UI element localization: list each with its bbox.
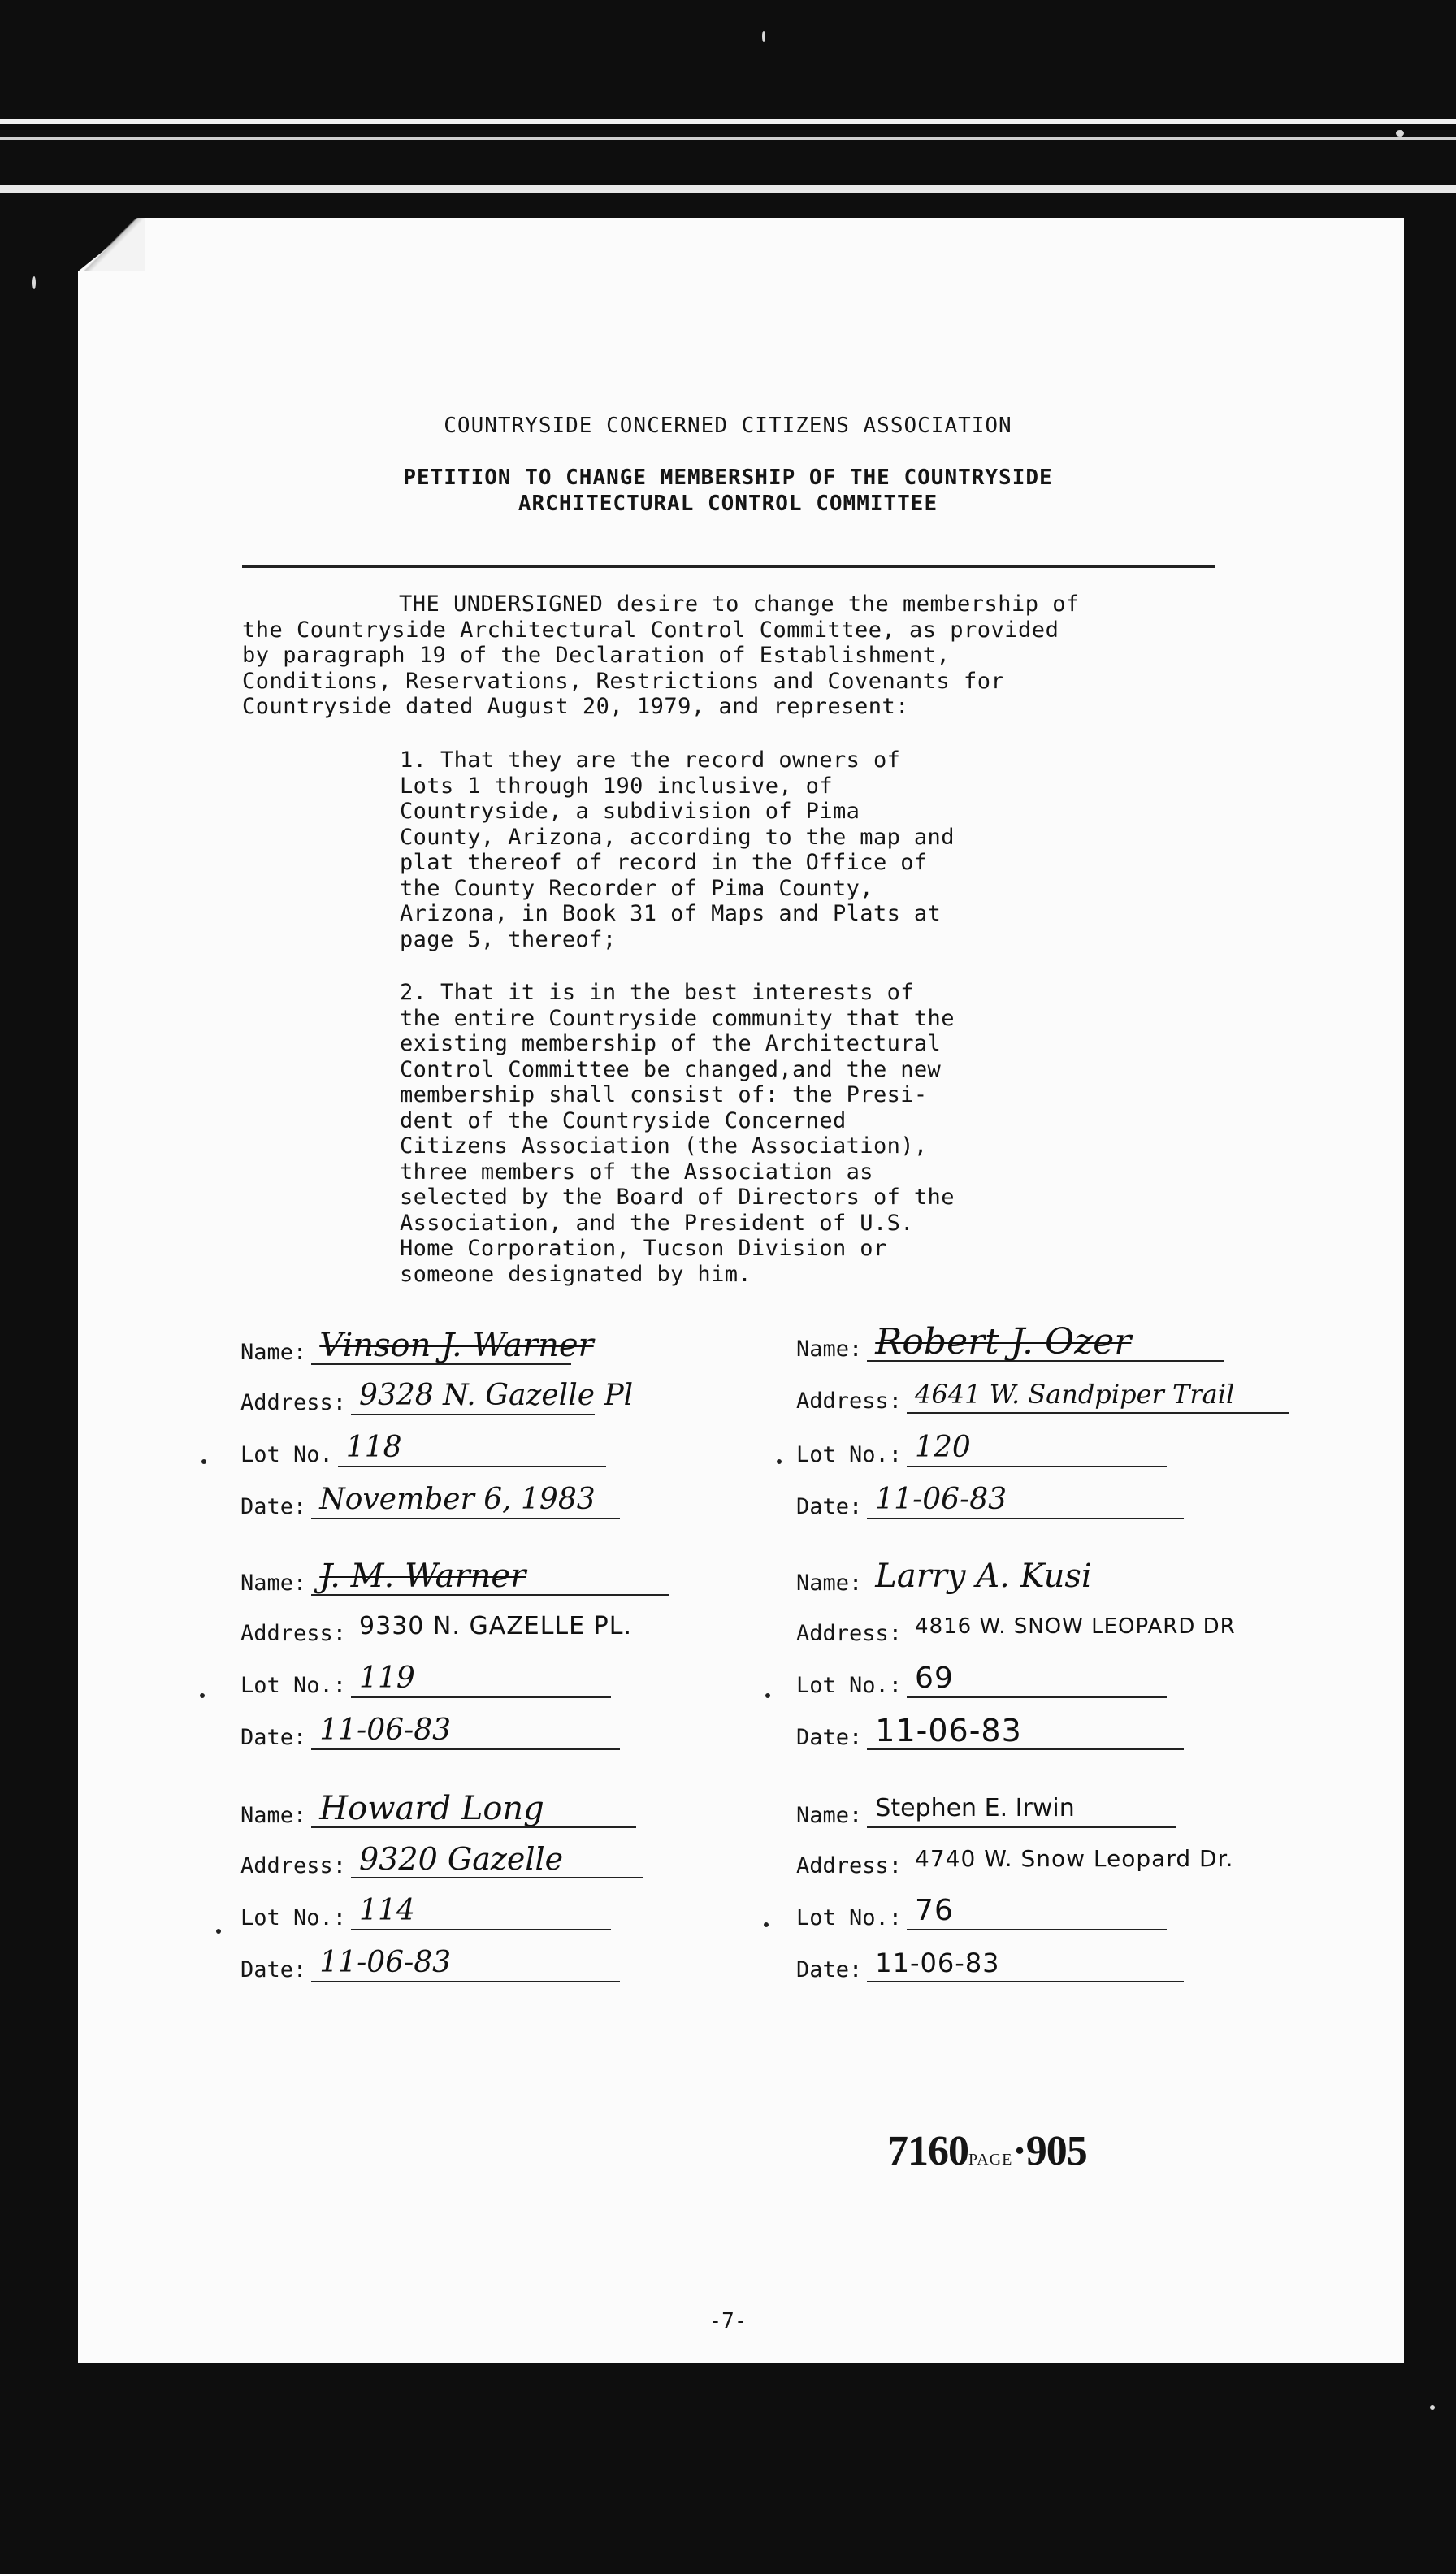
- address-label: Address:: [240, 1390, 347, 1415]
- date-line: [311, 1485, 620, 1519]
- title-divider: [242, 566, 1216, 568]
- address-label: Address:: [796, 1621, 903, 1646]
- handwritten-signature: J. M. Warner: [319, 1558, 526, 1595]
- handwritten-lot: 69: [915, 1662, 954, 1695]
- margin-dot: [764, 1922, 769, 1927]
- page-label: PAGE: [968, 2151, 1013, 2169]
- lot-row: [796, 1431, 1167, 1467]
- name-line: [311, 1790, 636, 1828]
- scan-edge-band: [0, 136, 1456, 140]
- lot-label: Lot No.:: [240, 1905, 347, 1930]
- lot-row: [796, 1662, 1167, 1698]
- handwritten-address: 9330 N. GAZELLE PL.: [359, 1612, 632, 1640]
- folded-corner: [78, 218, 145, 271]
- address-label: Address:: [240, 1853, 347, 1878]
- item-2-line: three members of the Association as: [400, 1159, 873, 1185]
- name-label: Name:: [240, 1340, 307, 1365]
- item-1-line: 1. That they are the record owners of: [400, 748, 901, 773]
- handwritten-date: 11-06-83: [319, 1946, 452, 1979]
- lot-line: [907, 1664, 1167, 1698]
- intro-line: THE UNDERSIGNED desire to change the membership of: [399, 592, 1080, 617]
- name-row: [240, 1327, 594, 1365]
- scan-edge-band: [0, 119, 1456, 124]
- address-line: [351, 1379, 634, 1415]
- handwritten-date: November 6, 1983: [319, 1483, 596, 1516]
- handwritten-address: 9328 N. Gazelle Pl: [359, 1379, 634, 1412]
- lot-label: Lot No.:: [796, 1673, 903, 1698]
- lot-row: [240, 1894, 611, 1930]
- margin-dot: [777, 1459, 782, 1464]
- handwritten-address: 4816 W. SNOW LEOPARD DR: [915, 1614, 1236, 1639]
- margin-dot: [200, 1693, 205, 1698]
- address-row: [796, 1614, 1313, 1646]
- scan-speck: [762, 31, 765, 42]
- address-row: [240, 1614, 733, 1646]
- item-1-line: the County Recorder of Pima County,: [400, 875, 873, 901]
- date-line: [867, 1948, 1184, 1982]
- handwritten-lot: 76: [915, 1894, 954, 1927]
- lot-line: [907, 1896, 1167, 1930]
- address-line: [907, 1612, 1313, 1646]
- recorded-page-number: 905: [1025, 2128, 1087, 2174]
- recording-book-page-stamp: [887, 2127, 1087, 2175]
- handwritten-signature: Vinson J. Warner: [319, 1327, 594, 1364]
- book-number: 7160: [887, 2128, 968, 2174]
- name-line: [867, 1558, 1216, 1596]
- lot-label: Lot No.:: [796, 1442, 903, 1467]
- handwritten-date: 11-06-83: [875, 1713, 1022, 1748]
- date-row: [240, 1483, 620, 1519]
- date-line: [867, 1485, 1184, 1519]
- address-line: [907, 1844, 1313, 1878]
- handwritten-lot: 118: [345, 1431, 402, 1464]
- name-row: [240, 1558, 669, 1596]
- address-line: [351, 1612, 733, 1646]
- handwritten-date: 11-06-83: [875, 1948, 1000, 1978]
- item-2-line: Control Committee be changed,and the new: [400, 1056, 942, 1082]
- margin-dot: [216, 1929, 221, 1934]
- name-label: Name:: [796, 1803, 863, 1828]
- item-2-line: Home Corporation, Tucson Division or: [400, 1236, 887, 1261]
- lot-row: [796, 1894, 1167, 1930]
- item-1-line: Countryside, a subdivision of Pima: [400, 799, 860, 824]
- name-line: [311, 1327, 594, 1365]
- intro-line: by paragraph 19 of the Declaration of Establishment,: [242, 643, 951, 668]
- lot-label: Lot No.:: [796, 1905, 903, 1930]
- item-1-paragraph: [400, 748, 1053, 952]
- date-line: [311, 1716, 620, 1750]
- item-2-line: existing membership of the Architectural: [400, 1031, 942, 1056]
- name-line: [867, 1794, 1176, 1828]
- address-label: Address:: [796, 1853, 903, 1878]
- name-row: [796, 1796, 1176, 1828]
- handwritten-date: 11-06-83: [875, 1483, 1008, 1516]
- intro-paragraph: [242, 592, 1216, 720]
- margin-dot: [202, 1459, 206, 1464]
- lot-line: [351, 1896, 611, 1930]
- address-row: [796, 1846, 1313, 1878]
- item-2-line: the entire Countryside community that the: [400, 1005, 955, 1031]
- date-row: [796, 1950, 1184, 1982]
- item-2-line: Association, and the President of U.S.: [400, 1210, 914, 1236]
- item-1-line: County, Arizona, according to the map and: [400, 824, 955, 850]
- organization-title: COUNTRYSIDE CONCERNED CITIZENS ASSOCIATION: [444, 414, 1012, 438]
- date-row: [240, 1946, 620, 1982]
- lot-line: [351, 1664, 611, 1698]
- item-2-line: someone designated by him.: [400, 1261, 752, 1287]
- lot-row: [240, 1431, 606, 1467]
- handwritten-signature: Howard Long: [319, 1790, 544, 1827]
- address-label: Address:: [240, 1621, 347, 1646]
- handwritten-signature: Larry A. Kusi: [875, 1558, 1092, 1595]
- intro-line: Countryside dated August 20, 1979, and represent:: [242, 694, 910, 719]
- handwritten-lot: 119: [359, 1662, 415, 1695]
- lot-label: Lot No.: [240, 1442, 333, 1467]
- date-row: [240, 1714, 620, 1750]
- item-1-line: Lots 1 through 190 inclusive, of: [400, 773, 833, 799]
- name-line: [867, 1321, 1224, 1363]
- item-2-paragraph: [400, 980, 1053, 1287]
- date-label: Date:: [796, 1494, 863, 1519]
- scan-speck: [1430, 2405, 1435, 2410]
- item-2-line: selected by the Board of Directors of the: [400, 1185, 955, 1210]
- scan-speck: [1396, 130, 1404, 136]
- item-1-line: Arizona, in Book 31 of Maps and Plats at: [400, 901, 942, 926]
- date-line: [311, 1948, 620, 1982]
- scan-speck: [32, 276, 36, 289]
- address-row: [796, 1381, 1289, 1414]
- handwritten-signature: Robert J. Ozer: [875, 1321, 1132, 1363]
- lot-row: [240, 1662, 611, 1698]
- lot-label: Lot No.:: [240, 1673, 347, 1698]
- item-2-line: 2. That it is in the best interests of: [400, 980, 914, 1005]
- handwritten-address: 4740 W. Snow Leopard Dr.: [915, 1845, 1234, 1872]
- item-1-line: page 5, thereof;: [400, 926, 617, 952]
- item-2-line: dent of the Countryside Concerned: [400, 1107, 847, 1133]
- name-label: Name:: [240, 1803, 307, 1828]
- page-dot: ·: [1012, 2128, 1026, 2174]
- lot-line: [338, 1433, 606, 1467]
- margin-dot: [765, 1693, 770, 1698]
- petition-title: PETITION TO CHANGE MEMBERSHIP OF THE COUNTRYSIDE: [403, 466, 1053, 490]
- name-row: [796, 1558, 1216, 1596]
- handwritten-date: 11-06-83: [319, 1714, 452, 1747]
- handwritten-address: 4641 W. Sandpiper Trail: [915, 1379, 1235, 1410]
- date-label: Date:: [240, 1957, 307, 1982]
- document-page: [78, 218, 1404, 2363]
- handwritten-signature: Stephen E. Irwin: [875, 1794, 1075, 1822]
- handwritten-address: 9320 Gazelle: [359, 1841, 564, 1877]
- petition-subtitle: ARCHITECTURAL CONTROL COMMITTEE: [518, 492, 938, 516]
- intro-line: Conditions, Reservations, Restrictions and Covenants for: [242, 668, 1005, 694]
- item-2-line: membership shall consist of: the Presi-: [400, 1082, 928, 1107]
- handwritten-lot: 114: [359, 1894, 415, 1927]
- date-label: Date:: [240, 1494, 307, 1519]
- date-row: [796, 1483, 1184, 1519]
- date-label: Date:: [796, 1957, 863, 1982]
- handwritten-lot: 120: [915, 1431, 971, 1464]
- date-line: [867, 1713, 1184, 1750]
- name-row: [240, 1790, 636, 1828]
- name-row: [796, 1321, 1224, 1363]
- date-label: Date:: [796, 1725, 863, 1750]
- address-line: [907, 1380, 1289, 1414]
- name-label: Name:: [796, 1571, 863, 1596]
- address-row: [240, 1841, 644, 1878]
- address-label: Address:: [796, 1389, 903, 1414]
- name-label: Name:: [240, 1571, 307, 1596]
- name-line: [311, 1558, 669, 1596]
- item-2-line: Citizens Association (the Association),: [400, 1133, 928, 1159]
- name-label: Name:: [796, 1337, 863, 1362]
- address-row: [240, 1379, 634, 1415]
- lot-line: [907, 1433, 1167, 1467]
- date-row: [796, 1713, 1184, 1750]
- page-number: -7-: [708, 2309, 748, 2334]
- scan-edge-band: [0, 185, 1456, 193]
- date-label: Date:: [240, 1725, 307, 1750]
- item-1-line: plat thereof of record in the Office of: [400, 850, 928, 875]
- address-line: [351, 1841, 644, 1878]
- intro-line: the Countryside Architectural Control Committee, as provided: [242, 617, 1060, 643]
